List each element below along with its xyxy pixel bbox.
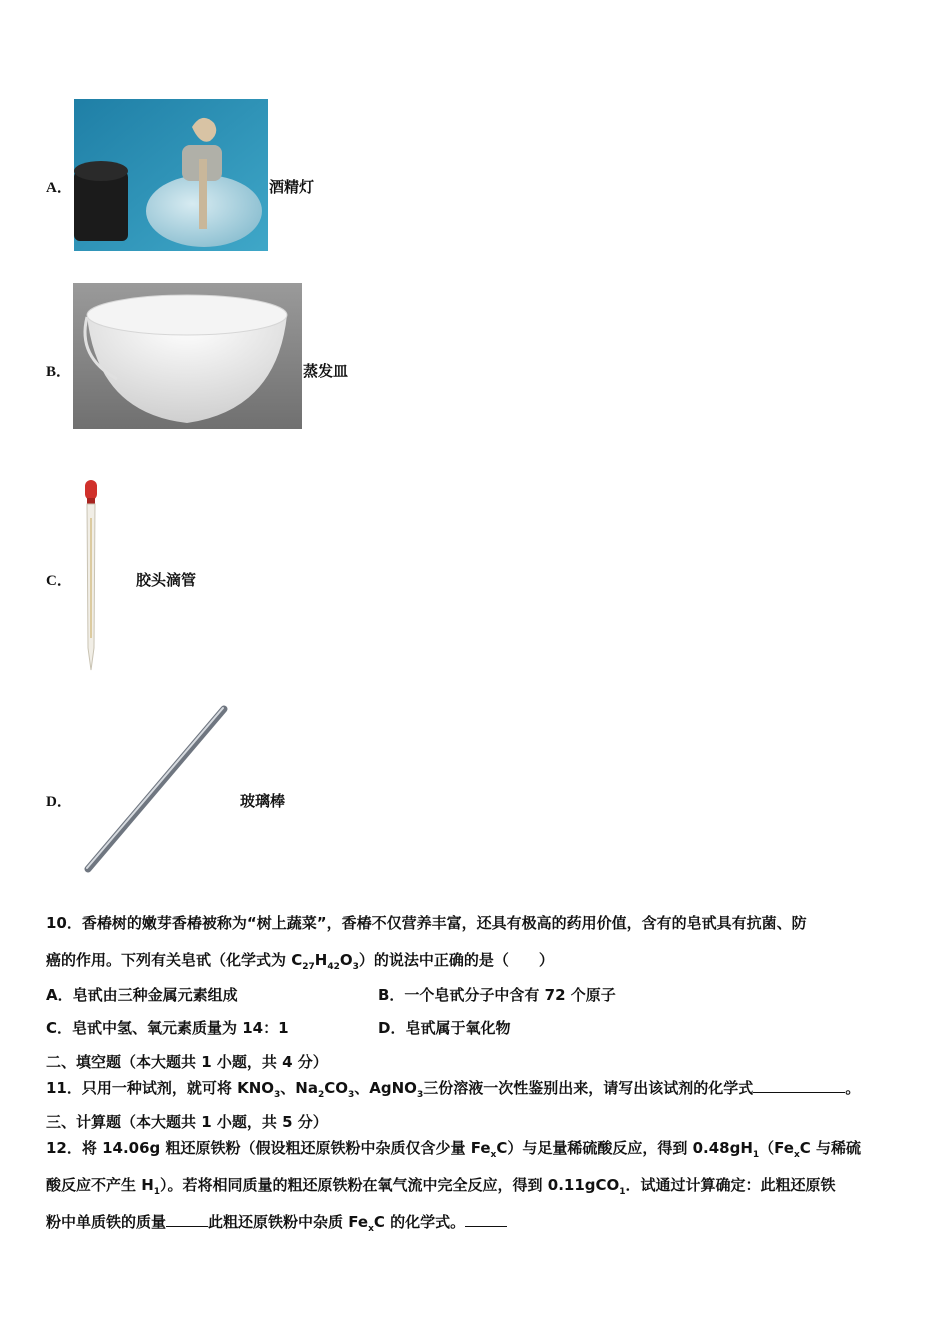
glass-rod-photo xyxy=(80,703,230,875)
q10-option-d: D．皂甙属于氧化物 xyxy=(378,1019,511,1037)
option-a-letter: A． xyxy=(46,180,72,196)
option-d-letter: D． xyxy=(46,794,72,810)
alcohol-lamp-photo xyxy=(74,99,268,251)
option-c-caption: 胶头滴管 xyxy=(136,571,197,589)
option-b-letter: B． xyxy=(46,364,72,380)
q12-line2: 酸反应不产生 $H_1$）。若将相同质量的粗还原铁粉在氧气流中完全反应，得到 0.11gCO$_1$．试通过计算确定：此粗还原铁 xyxy=(46,1176,836,1197)
q10-option-c: C．皂甙中氢、氧元素质量为 14：1 xyxy=(46,1019,289,1037)
option-d-caption: 玻璃棒 xyxy=(240,792,286,810)
q12-formula-blank[interactable] xyxy=(465,1212,507,1227)
section-calc-heading: 三、计算题（本大题共 1 小题，共 5 分） xyxy=(46,1113,328,1131)
q10-option-a: A．皂甙由三种金属元素组成 xyxy=(46,986,238,1004)
q10-option-b: B．一个皂甙分子中含有 72 个原子 xyxy=(378,986,616,1004)
q12-line3: 粉中单质铁的质量 此粗还原铁粉中杂质 $Fe_xC$ 的化学式。 xyxy=(46,1211,507,1234)
section-fill-in-heading: 二、填空题（本大题共 1 小题，共 4 分） xyxy=(46,1053,328,1071)
q10-line2: 癌的作用。下列有关皂甙（化学式为 $C_{27}H_{42}O_3$）的说法中正确的是（ ） xyxy=(46,951,554,972)
option-b-caption: 蒸发皿 xyxy=(303,362,349,380)
q10-line1: 10．香椿树的嫩芽香椿被称为“树上蔬菜”，香椿不仅营养丰富，还具有极高的药用价值，含有的皂甙具有抗菌、防 xyxy=(46,914,807,932)
option-c-letter: C． xyxy=(46,573,72,589)
q11-text: 11．只用一种试剂，就可将 $KNO_3$、$Na_2CO_3$、AgNO$_3$三份溶液一次性鉴别出来，请写出该试剂的化学式 。 xyxy=(46,1079,861,1100)
q12-line1: 12．将 14.06g 粗还原铁粉（假设粗还原铁粉中杂质仅含少量 $Fe_xC$）与足量稀硫酸反应，得到 $0.48gH_1(Fe_xC$ 与稀硫 xyxy=(46,1139,862,1160)
q12-iron-mass-blank[interactable] xyxy=(166,1212,208,1227)
q11-answer-blank[interactable] xyxy=(753,1078,845,1093)
dropper-photo xyxy=(76,478,106,674)
option-a-caption: 酒精灯 xyxy=(269,178,315,196)
evaporating-dish-photo xyxy=(73,283,302,429)
